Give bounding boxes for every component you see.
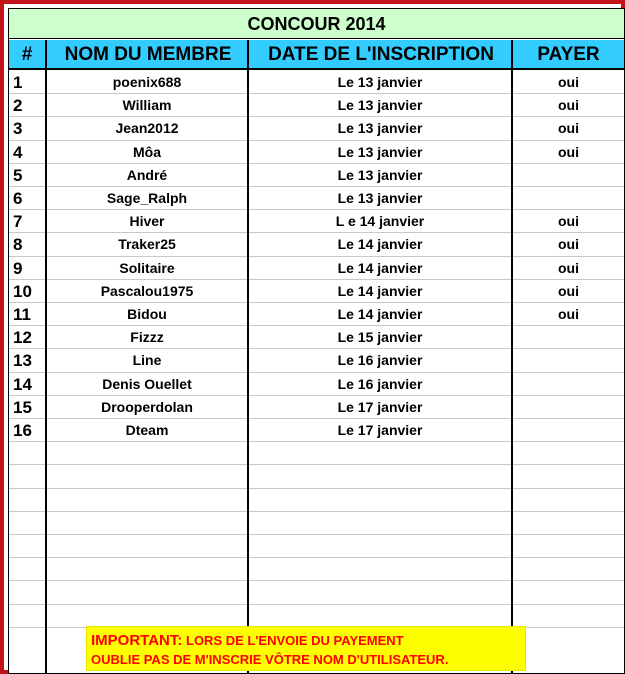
registration-date: L e 14 janvier	[335, 213, 425, 230]
payment-status: oui	[558, 143, 579, 160]
table-row	[9, 303, 624, 326]
payment-status: oui	[558, 236, 579, 253]
registration-date: Le 13 janvier	[337, 190, 423, 206]
row-number: 10	[13, 281, 32, 301]
empty-row	[9, 442, 624, 465]
payment-status: oui	[558, 306, 579, 322]
column-divider	[511, 40, 513, 674]
registration-date: Le 13 janvier	[337, 97, 423, 114]
row-number: 13	[13, 351, 32, 371]
empty-row	[9, 465, 624, 488]
member-name: Hiver	[129, 213, 165, 230]
important-notice	[86, 626, 526, 671]
row-number: 8	[13, 235, 23, 255]
member-name: William	[122, 97, 172, 114]
header-pay: PAYER	[537, 44, 600, 65]
member-name: Denis Ouellet	[102, 375, 192, 392]
payment-status	[513, 187, 624, 210]
row-number: 2	[13, 96, 23, 116]
row-number: 15	[13, 397, 32, 417]
column-divider	[45, 40, 47, 674]
table-row	[9, 117, 624, 140]
row-number: 9	[13, 258, 23, 278]
notice-text-1: LORS DE L'ENVOIE DU PAYEMENT	[182, 633, 404, 648]
row-number: 5	[13, 165, 23, 185]
row-number: 7	[13, 212, 23, 232]
table-row	[9, 233, 624, 256]
empty-row	[9, 535, 624, 558]
payment-status	[513, 396, 624, 419]
payment-status: oui	[558, 120, 579, 137]
table-row	[9, 257, 624, 280]
row-number: 11	[13, 305, 31, 324]
registration-date: Le 16 janvier	[337, 375, 423, 392]
table-row	[9, 373, 624, 396]
member-name: Fizzz	[130, 329, 164, 346]
payment-status	[513, 419, 624, 442]
member-name: Solitaire	[119, 259, 175, 276]
empty-row	[9, 558, 624, 581]
payment-status	[513, 326, 624, 349]
member-name: Pascalou1975	[100, 282, 194, 299]
table-row	[9, 396, 624, 419]
registration-date: Le 14 janvier	[337, 282, 423, 299]
member-name: Traker25	[118, 236, 176, 253]
table-row	[9, 164, 624, 187]
member-name: André	[126, 166, 168, 183]
header-name: NOM DU MEMBRE	[64, 44, 232, 65]
table-row	[9, 94, 624, 117]
empty-row	[9, 489, 624, 512]
empty-row	[9, 581, 624, 604]
payment-status: oui	[558, 213, 579, 230]
member-name: Drooperdolan	[101, 398, 193, 415]
member-name: poenix688	[112, 74, 182, 90]
member-name: Jean2012	[115, 120, 179, 137]
header-row	[9, 40, 624, 70]
member-name: Môa	[133, 143, 161, 160]
table-row	[9, 187, 624, 210]
column-divider	[247, 40, 249, 674]
member-name: Dteam	[125, 422, 169, 438]
payment-status: oui	[558, 74, 579, 90]
member-name: Sage_Ralph	[106, 190, 188, 206]
row-number: 4	[13, 142, 23, 162]
row-number: 1	[13, 73, 23, 92]
header-num: #	[21, 44, 33, 65]
table-row	[9, 419, 624, 442]
notice-line-1	[91, 631, 521, 650]
table-row	[9, 210, 624, 233]
registration-date: Le 17 janvier	[337, 398, 423, 415]
payment-status	[513, 373, 624, 396]
table-row	[9, 326, 624, 349]
registration-date: Le 13 janvier	[337, 120, 423, 137]
registration-date: Le 13 janvier	[337, 166, 423, 183]
payment-status	[513, 349, 624, 372]
payment-status: oui	[558, 282, 579, 299]
payment-status	[513, 164, 624, 187]
row-number: 6	[13, 189, 23, 208]
sheet-title: CONCOUR 2014	[9, 9, 624, 39]
spreadsheet	[8, 8, 625, 674]
row-number: 12	[13, 328, 32, 348]
registration-date: Le 14 janvier	[337, 259, 423, 276]
registration-date: Le 17 janvier	[337, 422, 423, 438]
member-name: Bidou	[127, 306, 167, 322]
member-name: Line	[132, 352, 162, 369]
row-number: 3	[13, 119, 23, 139]
table-row	[9, 280, 624, 303]
payment-status: oui	[558, 259, 579, 276]
notice-lead: IMPORTANT:	[91, 632, 183, 649]
table-row	[9, 71, 624, 94]
registration-date: Le 15 janvier	[337, 329, 423, 346]
registration-date: Le 13 janvier	[337, 143, 423, 160]
registration-date: Le 13 janvier	[337, 74, 423, 90]
payment-status: oui	[558, 97, 579, 114]
registration-date: Le 16 janvier	[337, 352, 423, 369]
registration-date: Le 14 janvier	[337, 306, 423, 322]
row-number: 16	[13, 421, 32, 440]
registration-date: Le 14 janvier	[337, 236, 423, 253]
table-row	[9, 141, 624, 164]
table-row	[9, 349, 624, 372]
empty-row	[9, 512, 624, 535]
empty-row	[9, 605, 624, 628]
header-date: DATE DE L'INSCRIPTION	[268, 44, 494, 65]
row-number: 14	[13, 374, 32, 394]
notice-line-2: OUBLIE PAS DE M'INSCRIE VÔTRE NOM D'UTILISATEUR.	[91, 652, 449, 667]
